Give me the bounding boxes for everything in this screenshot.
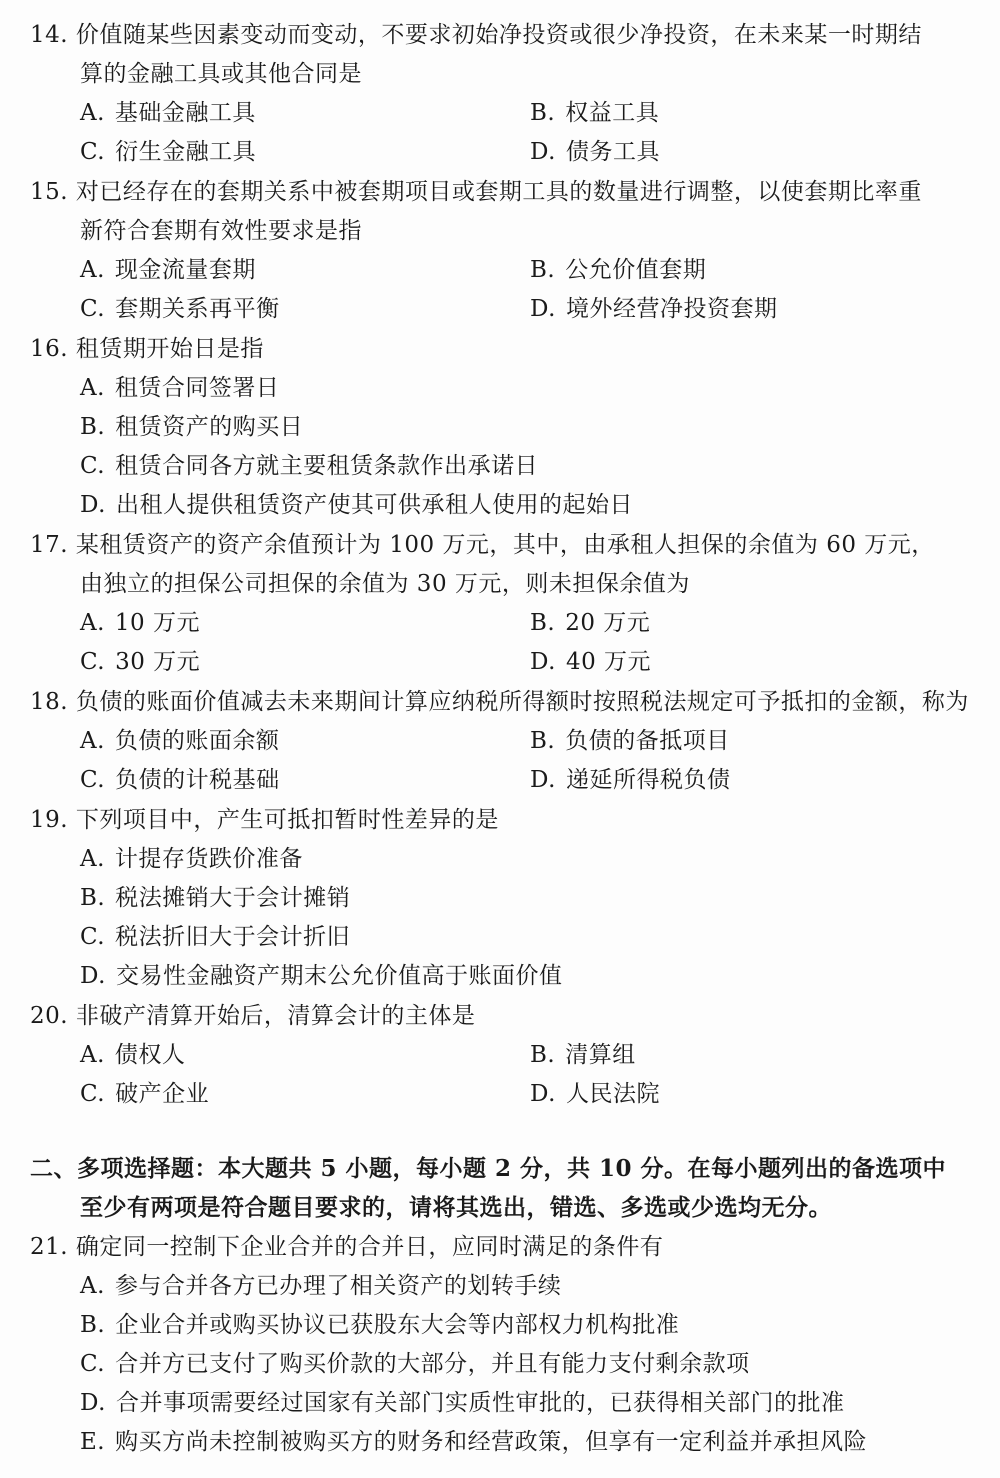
option-18-a[interactable]: A. 负债的账面余额 [80, 728, 280, 754]
option-16-c[interactable]: C. 租赁合同各方就主要租赁条款作出承诺日 [80, 453, 539, 479]
option-19-a[interactable]: A. 计提存货跌价准备 [80, 846, 303, 872]
option-17-d[interactable]: D. 40 万元 [530, 649, 652, 675]
question-number: 17. [30, 532, 69, 558]
question-19-stem [30, 805, 499, 835]
question-text: 下列项目中，产生可抵扣暂时性差异的是 [75, 807, 499, 833]
section-2-heading: 二、多项选择题：本大题共 5 小题，每小题 2 分，共 10 分。在每小题列出的备选项中 [30, 1155, 947, 1182]
question-17-stem-cont: 由独立的担保公司担保的余值为 30 万元，则未担保余值为 [80, 571, 690, 597]
option-16-a[interactable]: A. 租赁合同签署日 [80, 375, 280, 401]
question-text: 负债的账面价值减去未来期间计算应纳税所得额时按照税法规定可予抵扣的金额，称为 [75, 689, 969, 715]
question-16-stem [30, 334, 264, 364]
question-number: 18. [30, 689, 69, 715]
option-17-c[interactable]: C. 30 万元 [80, 649, 201, 675]
question-14-stem-cont: 算的金融工具或其他合同是 [80, 61, 362, 87]
option-16-b[interactable]: B. 租赁资产的购买日 [80, 414, 304, 440]
option-18-b[interactable]: B. 负债的备抵项目 [530, 728, 730, 754]
question-text: 某租赁资产的资产余值预计为 100 万元，其中，由承租人担保的余值为 60 万元， [75, 532, 935, 558]
option-15-a[interactable]: A. 现金流量套期 [80, 257, 256, 283]
question-number: 21. [30, 1234, 69, 1260]
question-number: 15. [30, 179, 69, 205]
section-2-heading-cont: 至少有两项是符合题目要求的，请将其选出，错选、多选或少选均无分。 [80, 1194, 832, 1221]
question-21-stem [30, 1232, 663, 1262]
option-20-b[interactable]: B. 清算组 [530, 1042, 636, 1068]
option-18-d[interactable]: D. 递延所得税负债 [530, 767, 731, 793]
question-number: 19. [30, 807, 69, 833]
question-text: 对已经存在的套期关系中被套期项目或套期工具的数量进行调整，以使套期比率重 [75, 179, 922, 205]
question-number: 14. [30, 22, 69, 48]
question-text: 价值随某些因素变动而变动，不要求初始净投资或很少净投资，在未来某一时期结 [75, 22, 922, 48]
option-19-c[interactable]: C. 税法折旧大于会计折旧 [80, 924, 351, 950]
question-text: 租赁期开始日是指 [75, 336, 264, 362]
option-21-d[interactable]: D. 合并事项需要经过国家有关部门实质性审批的，已获得相关部门的批准 [80, 1390, 845, 1416]
option-18-c[interactable]: C. 负债的计税基础 [80, 767, 280, 793]
option-15-c[interactable]: C. 套期关系再平衡 [80, 296, 280, 322]
question-14-stem [30, 20, 922, 50]
option-15-b[interactable]: B. 公允价值套期 [530, 257, 707, 283]
option-21-a[interactable]: A. 参与合并各方已办理了相关资产的划转手续 [80, 1273, 562, 1299]
option-19-b[interactable]: B. 税法摊销大于会计摊销 [80, 885, 351, 911]
option-15-d[interactable]: D. 境外经营净投资套期 [530, 296, 778, 322]
question-text: 非破产清算开始后，清算会计的主体是 [75, 1003, 476, 1029]
option-21-b[interactable]: B. 企业合并或购买协议已获股东大会等内部权力机构批准 [80, 1312, 680, 1338]
option-21-c[interactable]: C. 合并方已支付了购买价款的大部分，并且有能力支付剩余款项 [80, 1351, 750, 1377]
option-20-d[interactable]: D. 人民法院 [530, 1081, 660, 1107]
option-14-b[interactable]: B. 权益工具 [530, 100, 660, 126]
option-17-a[interactable]: A. 10 万元 [80, 610, 200, 636]
option-17-b[interactable]: B. 20 万元 [530, 610, 651, 636]
option-16-d[interactable]: D. 出租人提供租赁资产使其可供承租人使用的起始日 [80, 492, 633, 518]
question-17-stem [30, 530, 935, 560]
question-text: 确定同一控制下企业合并的合并日，应同时满足的条件有 [75, 1234, 664, 1260]
option-14-c[interactable]: C. 衍生金融工具 [80, 139, 257, 165]
question-number: 16. [30, 336, 69, 362]
option-19-d[interactable]: D. 交易性金融资产期末公允价值高于账面价值 [80, 963, 563, 989]
question-15-stem [30, 177, 922, 207]
question-20-stem [30, 1001, 475, 1031]
option-20-c[interactable]: C. 破产企业 [80, 1081, 210, 1107]
question-18-stem [30, 687, 969, 717]
option-21-e[interactable]: E. 购买方尚未控制被购买方的财务和经营政策，但享有一定利益并承担风险 [80, 1429, 868, 1455]
option-20-a[interactable]: A. 债权人 [80, 1042, 186, 1068]
option-14-d[interactable]: D. 债务工具 [530, 139, 660, 165]
option-14-a[interactable]: A. 基础金融工具 [80, 100, 256, 126]
question-15-stem-cont: 新符合套期有效性要求是指 [80, 218, 362, 244]
question-number: 20. [30, 1003, 69, 1029]
